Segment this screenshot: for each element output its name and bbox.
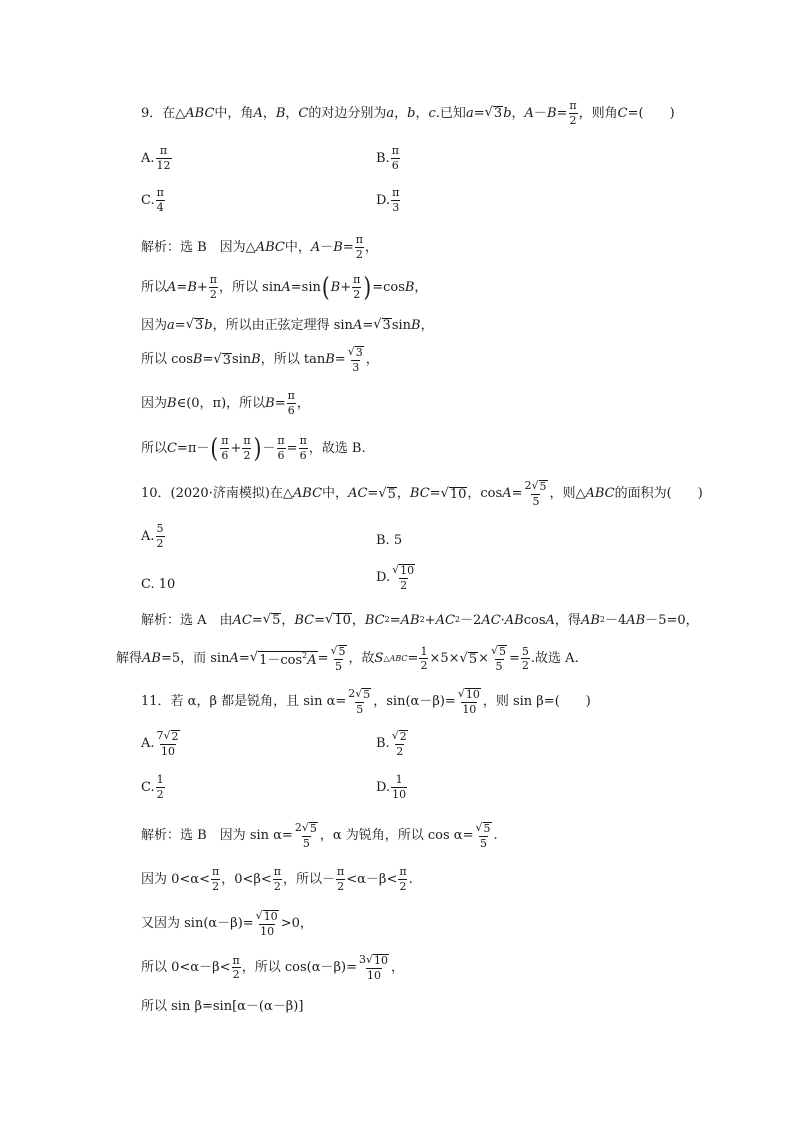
q11-stem: 11．若 α，β 都是锐角，且 sin α= 2 √ 5 5 ，sin(α－β)= √ 10 10 ，则 sin β=( ) xyxy=(141,687,591,716)
q9-solution-1: 解析：选 B 因为△ ABC 中， A － B = $\frac{\pi}{2}$ ， xyxy=(141,233,378,261)
q9-option-b: B. $\frac{\pi}{6}$ xyxy=(376,144,399,172)
q11-option-b: B. √ 2 2 xyxy=(376,729,407,758)
q10-solution-2: 解得 AB =5，而 sin A = √ $1-\cos^2A$ = √ 5 5 ，故 S △ABC = $\frac{1}{2}$ ×5× √ 5 × √ 5 5 = $\frac{5}{2}$ .故选 A. xyxy=(116,644,579,673)
q9-option-c: C. $\frac{\pi}{4}$ xyxy=(141,186,164,214)
q10-option-c: C. 10 xyxy=(141,577,176,592)
q9-solution-3: 因为 a = √ 3 b ，所以由正弦定理得 sin A = √ 3 sin B ， xyxy=(141,317,434,333)
q10-option-b: B. 5 xyxy=(376,533,403,548)
q11-option-c: C. $\frac{1}{2}$ xyxy=(141,773,164,801)
q11-solution-4: 所以 0<α－β< $\frac{\pi}{2}$ ，所以 cos(α－β)= 3 √ 10 10 ， xyxy=(141,953,404,982)
q9-solution-2: 所以 A = B + $\frac{\pi}{2}$ ，所以 sin A =sin ( B + $\frac{\pi}{2}$ ) =cos B ， xyxy=(141,271,428,303)
q11-solution-2: 因为 0<α< $\frac{\pi}{2}$ ，0<β< $\frac{\pi}{2}$ ，所以－ $\frac{\pi}{2}$ <α－β< $\frac{\pi}{2}$ . xyxy=(141,865,413,893)
q9-solution-6: 所以 C =π－ ( $\frac{\pi}{6}$ + $\frac{\pi}{2}$ ) － $\frac{\pi}{6}$ = $\frac{\pi}{6}$ ，故选 B. xyxy=(141,432,366,464)
q11-option-a: A. 7 √ 2 10 xyxy=(141,729,179,758)
q9-option-d: D. $\frac{\pi}{3}$ xyxy=(376,186,400,214)
q9-stem: 9．在△ ABC 中，角 A ， B ， C 的对边分别为 a ， b ， c .已知 a = √ 3 b ， A － B = $\frac{\pi}{2}$ ，则角 C =( ) xyxy=(141,99,675,127)
q9-option-a: A. $\frac{\pi}{12}$ xyxy=(141,144,171,172)
q10-solution-1: 解析：选 A 由 AC = √ 5 ， BC = √ 10 ， BC 2 = AB 2 + AC 2 －2 AC · AB cos A ，得 AB 2 －4 AB －5=0， xyxy=(141,612,699,628)
q11-solution-3: 又因为 sin(α－β)= √ 10 10 >0， xyxy=(141,909,313,938)
q9-solution-5: 因为 B ∈(0，π)，所以 B = $\frac{\pi}{6}$ ， xyxy=(141,389,310,417)
q11-solution-5: 所以 sin β=sin[α－(α－β)] xyxy=(141,999,304,1014)
q11-option-d: D. $\frac{1}{10}$ xyxy=(376,773,407,801)
q10-option-d: D. √ 10 2 xyxy=(376,563,415,592)
q9-solution-4: 所以 cos B = √ 3 sin B ，所以 tan B = √ 3 3 ， xyxy=(141,345,379,374)
q10-stem: 10．(2020·济南模拟)在△ ABC 中， AC = √ 5 ， BC = √ 10 ，cos A = 2 √ 5 5 ，则△ ABC 的面积为( ) xyxy=(141,479,703,508)
q10-option-a: A. $\frac{5}{2}$ xyxy=(141,522,164,550)
q11-solution-1: 解析：选 B 因为 sin α= 2 √ 5 5 ，α 为锐角，所以 cos α= √ 5 5 . xyxy=(141,821,498,850)
